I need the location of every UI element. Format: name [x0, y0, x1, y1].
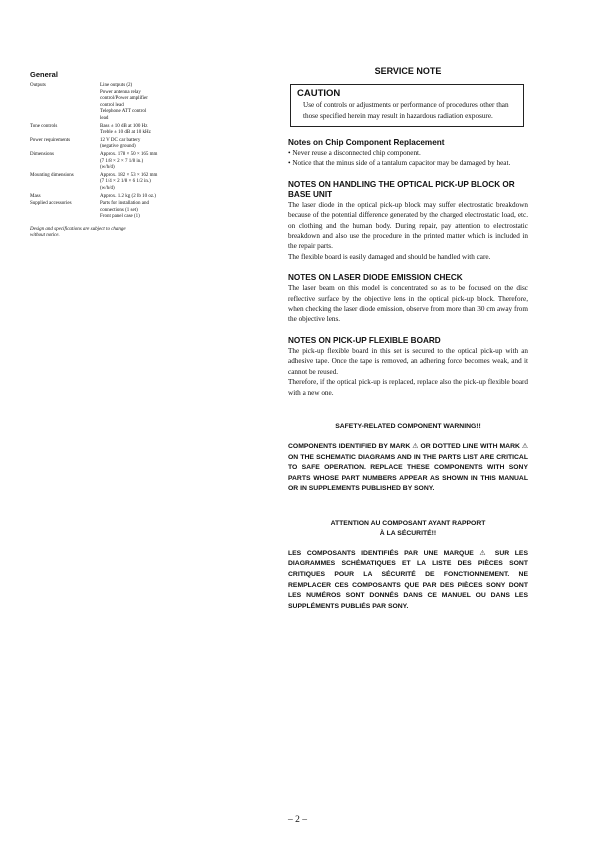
spec-value: [100, 124, 180, 137]
spec-value-line: (w/h/d): [100, 165, 115, 171]
spec-label: Supplied accessories: [30, 201, 72, 207]
spec-value: [100, 152, 180, 172]
flexible-paragraph: Therefore, if the optical pick-up is replaced, replace also the pick-up flexible board with a new one.: [288, 378, 528, 397]
spec-row: [30, 124, 180, 137]
spec-label: Power requirements: [30, 137, 71, 143]
spec-row: [30, 83, 180, 123]
safety-text: COMPONENTS IDENTIFIED BY MARK ⚠ OR DOTTED LINE WITH MARK ⚠ ON THE SCHEMATIC DIAGRAMS AND IN THE PARTS LIST ARE CRITICAL TO SAFE OPERATION. REPLACE THESE COMPONENTS WITH SONY PARTS WHOSE PART NUMBERS APPEAR AS SHOWN IN THIS MANUAL OR IN SUPPLEMENTS PUBLISHED BY SONY.: [288, 442, 528, 493]
spec-value-line: (7 1/8 × 2 × 7 1/8 in.): [100, 158, 144, 164]
general-specifications: [30, 70, 180, 240]
page-number: – 2 –: [288, 815, 307, 825]
spec-row: [30, 201, 180, 221]
spec-label: Dimensions: [30, 151, 54, 157]
spec-value-line: Line outputs (2): [100, 83, 133, 88]
laser-heading: NOTES ON LASER DIODE EMISSION CHECK: [288, 273, 463, 283]
spec-value-line: Approx. 1.2 kg (2 lb 10 oz.): [100, 193, 156, 199]
spec-value-line: (negative ground): [100, 144, 136, 150]
spec-value: [100, 173, 180, 193]
safety-text: LES COMPOSANTS IDENTIFIÉS PAR UNE MARQUE ⚠ SUR LES DIAGRAMMES SCHÉMATIQUES ET LA LISTE DES PIÈCES SONT CRITIQUES POUR LA SÉCURITÉ DE FONCTIONNEMENT. NE REMPLACER CES COMPOSANTS QUE PAR DES PIÈCES SONY DONT LES NUMÉROS SONT DONNÉS DANS CE MANUEL OU DANS LES SUPPLÉMENTS PUBLIÉS PAR SONY.: [288, 549, 528, 610]
flexible-heading: NOTES ON PICK-UP FLEXIBLE BOARD: [288, 335, 441, 345]
flexible-paragraph: The pick-up flexible board in this set is secured to the optical pick-up with an adhesive tape. Once the tape is removed, an adhering force becomes weak, and it cannot be reused.: [288, 346, 528, 376]
chip-bullet: • Never reuse a disconnected chip component.: [288, 149, 421, 157]
spec-value-line: connections (1 set): [100, 207, 138, 213]
spec-value-line: (7 1/4 × 2 1/8 × 6 1/2 in.): [100, 179, 151, 185]
spec-row: [30, 138, 180, 151]
spec-label: Tone controls: [30, 123, 58, 129]
caution-title: CAUTION: [297, 88, 341, 99]
spec-value: [100, 201, 180, 221]
spec-value-line: control/Power amplifier: [100, 96, 148, 102]
service-note-column: [288, 66, 528, 612]
spec-value-line: control lead: [100, 102, 124, 108]
spec-value: [100, 83, 180, 123]
design-note: Design and specifications are subject to change without notice.: [30, 226, 126, 239]
spec-label: Mounting dimensions: [30, 172, 74, 178]
general-heading: General: [30, 70, 58, 79]
caution-box: [290, 84, 524, 127]
spec-value-line: lead: [100, 115, 109, 121]
spec-value-line: Front panel case (1): [100, 214, 140, 220]
spec-value-line: (w/h/d): [100, 185, 115, 191]
spec-value-line: Power antenna relay: [100, 89, 141, 95]
optical-paragraph: The laser diode in the optical pick-up block may suffer electrostatic breakdown because of the potential difference generated by the charged electrostatic load, etc. on clothing and the human body. During repair, pay attention to electrostatic breakdown and also use the procedure in the printed matter which is included in the repair parts.: [288, 200, 528, 251]
spec-row: [30, 173, 180, 193]
safety-warning-fr: [288, 519, 528, 613]
spec-row: [30, 152, 180, 172]
spec-value-line: Telephone ATT control: [100, 109, 147, 115]
safety-warning-en: [288, 422, 528, 495]
spec-value: [100, 194, 180, 201]
spec-value-line: Bass ± 10 dB at 100 Hz: [100, 123, 148, 129]
spec-value-line: Approx. 182 × 53 × 162 mm: [100, 172, 158, 178]
spec-label: Outputs: [30, 83, 46, 88]
chip-bullet: • Notice that the minus side of a tantalum capacitor may be damaged by heat.: [288, 159, 511, 168]
spec-value-line: Treble ± 10 dB at 10 kHz: [100, 130, 151, 136]
spec-row: [30, 194, 180, 201]
chip-heading: Notes on Chip Component Replacement: [288, 138, 445, 147]
spec-label: Mass: [30, 193, 41, 199]
spec-value-line: 12 V DC car battery: [100, 137, 141, 143]
service-note-title: SERVICE NOTE: [374, 66, 442, 76]
safety-title-line: À LA SÉCURITÉ!!: [379, 529, 437, 537]
laser-paragraph: The laser beam on this model is concentrated so as to be focused on the disc reflective surface by the objective lens in the optical pick-up block. Therefore, when checking the laser diode emission, observe from more than 30 cm away from the objective lens.: [288, 284, 528, 324]
spec-value: [100, 138, 180, 151]
optical-paragraph: The flexible board is easily damaged and should be handled with care.: [288, 252, 491, 261]
spec-value-line: Parts for installation and: [100, 201, 150, 207]
spec-list: [30, 83, 180, 221]
safety-title-line: ATTENTION AU COMPOSANT AYANT RAPPORT: [330, 519, 486, 527]
optical-heading: NOTES ON HANDLING THE OPTICAL PICK-UP BLOCK OR BASE UNIT: [288, 179, 515, 199]
spec-value-line: Approx. 178 × 50 × 165 mm: [100, 151, 158, 157]
safety-title: SAFETY-RELATED COMPONENT WARNING!!: [335, 422, 481, 430]
caution-text: Use of controls or adjustments or performance of procedures other than those specified herein may result in hazardous radiation exposure.: [303, 101, 509, 120]
